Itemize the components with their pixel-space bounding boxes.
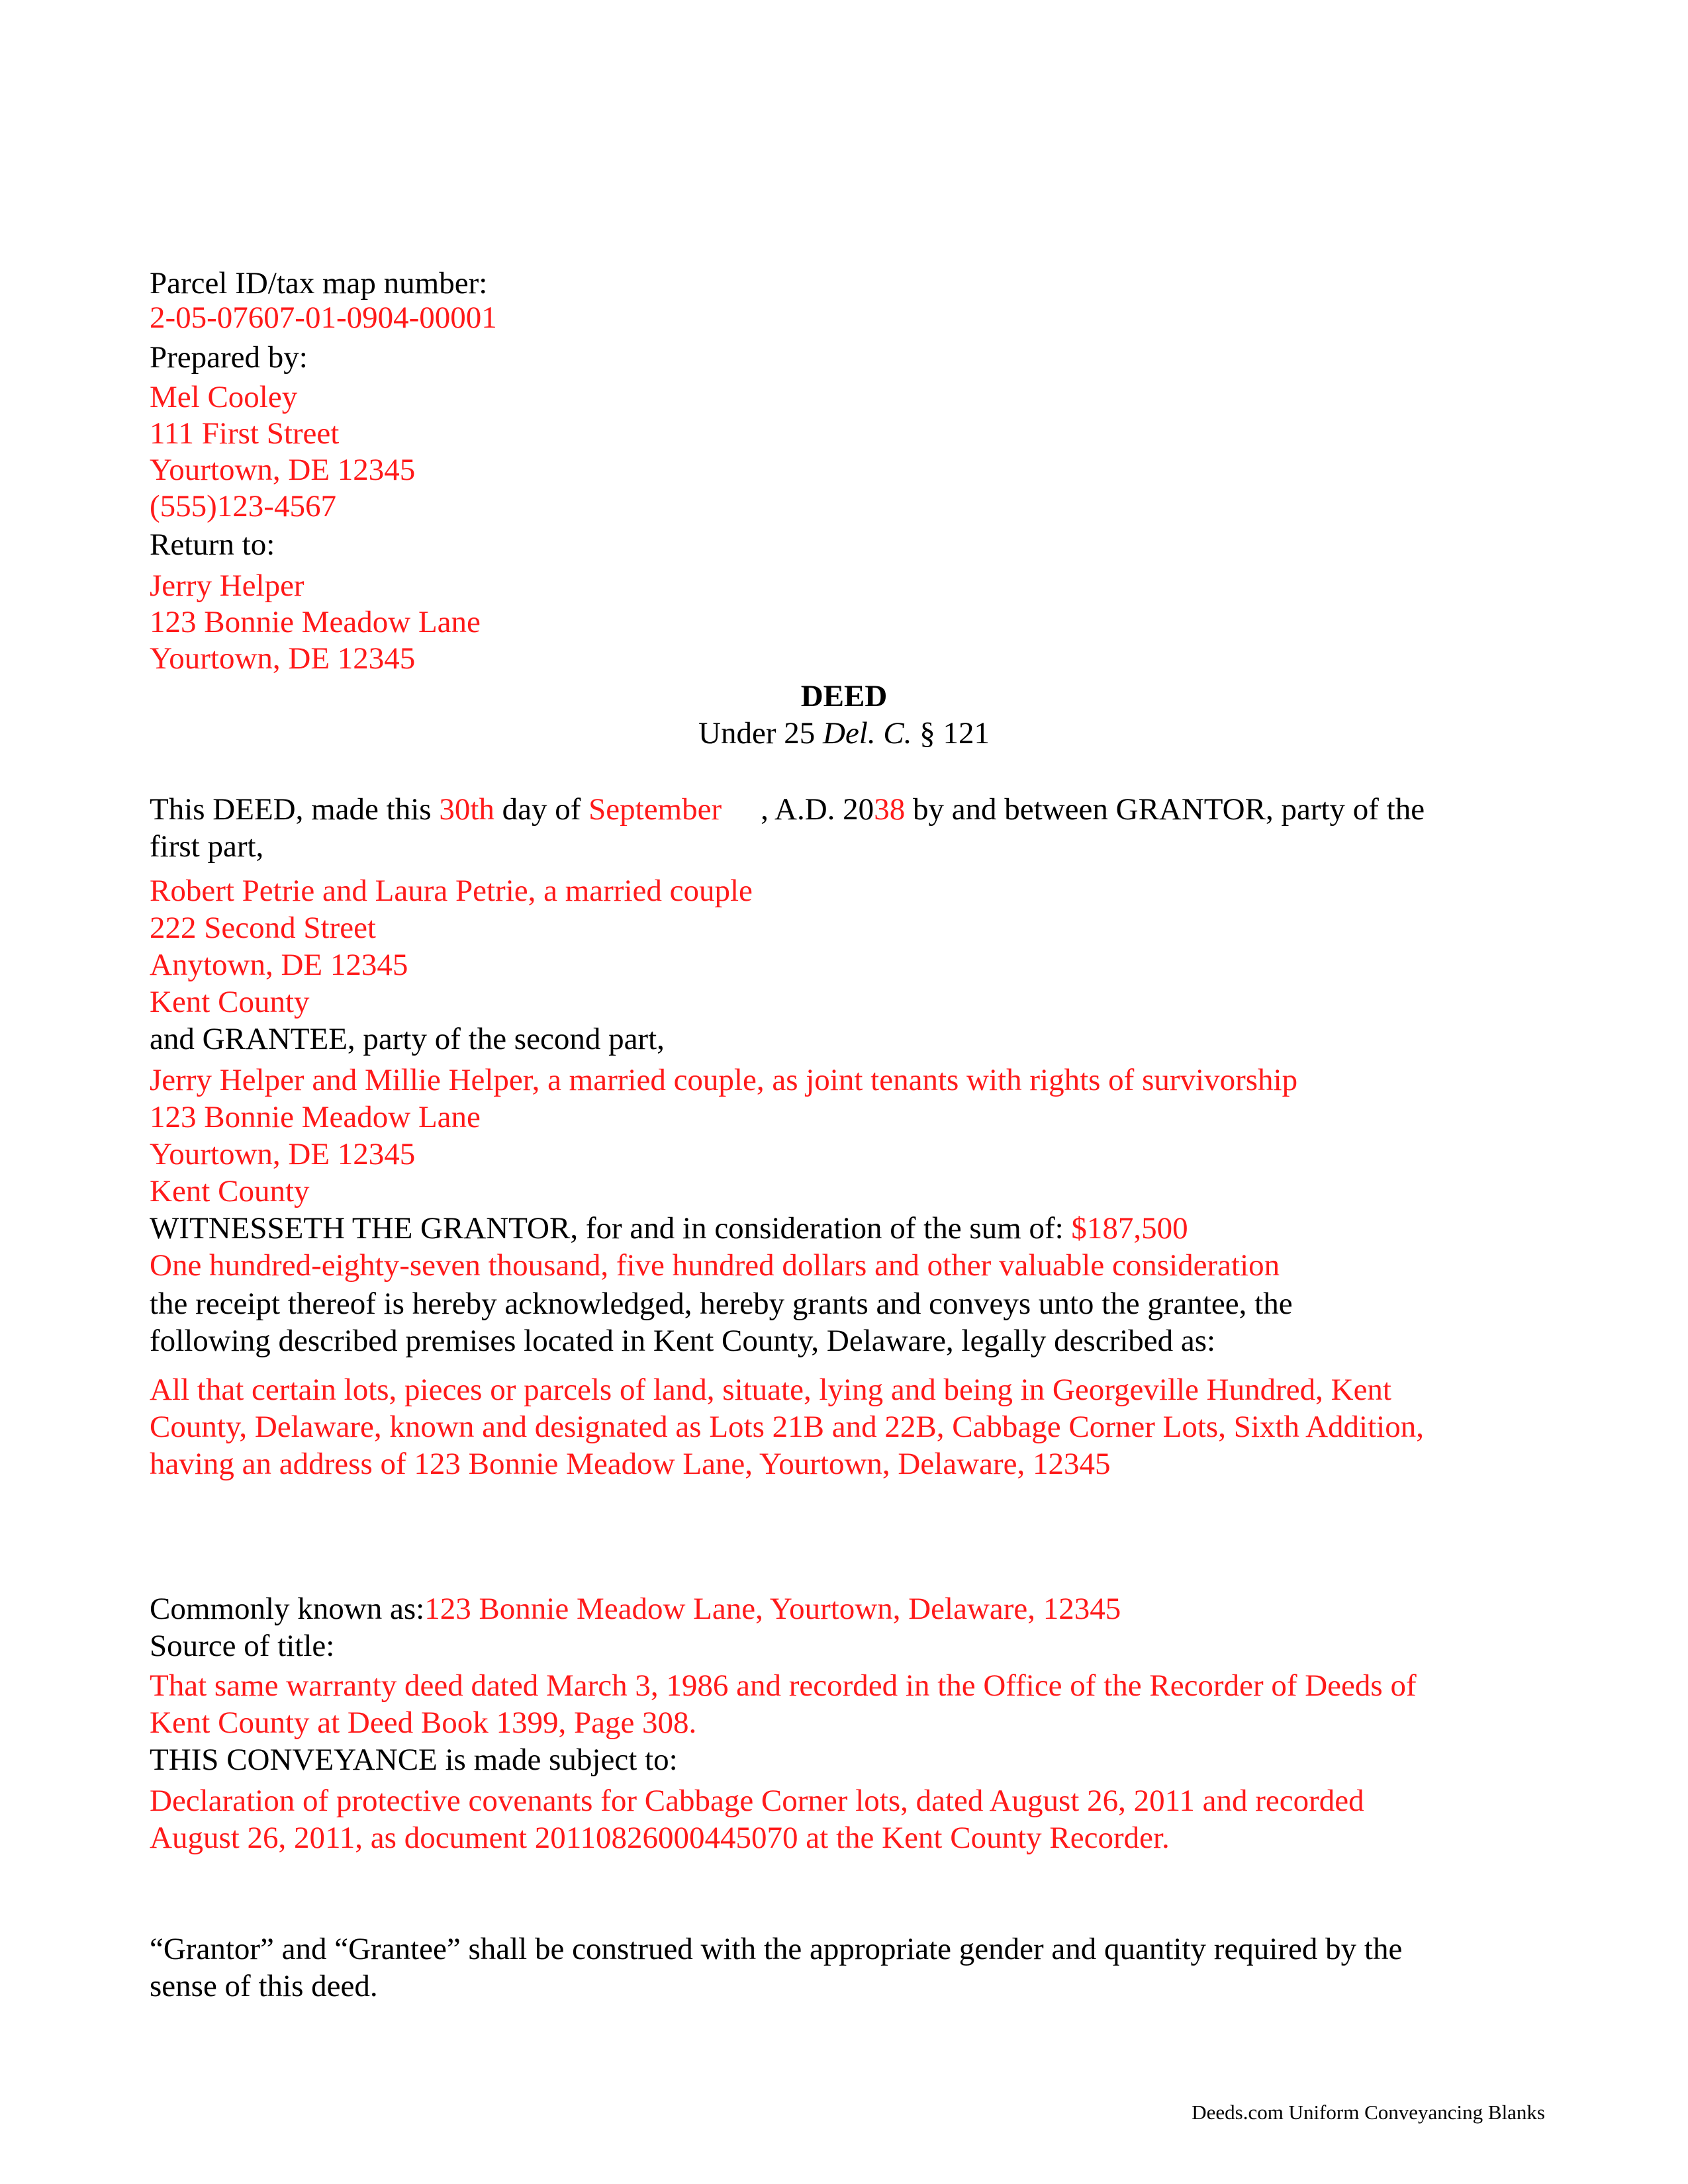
construed-line-2: sense of this deed.	[150, 1969, 378, 2003]
intro-line-2: first part,	[150, 829, 264, 864]
parcel-value: 2-05-07607-01-0904-00001	[150, 300, 497, 335]
receipt-line-2: following described premises located in Kent County, Delaware, legally described as:	[150, 1324, 1216, 1358]
source-line-1: That same warranty deed dated March 3, 1986 and recorded in the Office of the Recorder of Deeds of	[150, 1668, 1417, 1703]
statute-line: Under 25 Del. C. § 121	[698, 716, 990, 751]
intro-line: This DEED, made this 30th day of September , A.D. 2038 by and between GRANTOR, party of the	[150, 792, 1425, 827]
preparer-phone: (555)123-4567	[150, 489, 336, 523]
legal-description-line-2: County, Delaware, known and designated as Lots 21B and 22B, Cabbage Corner Lots, Sixth Addition,	[150, 1410, 1424, 1444]
grantor-county: Kent County	[150, 985, 310, 1019]
preparer-street: 111 First Street	[150, 416, 340, 451]
grantee-name: Jerry Helper and Millie Helper, a married couple, as joint tenants with rights of survivorship	[150, 1063, 1298, 1097]
deed-year: 38	[874, 792, 906, 827]
consideration-words: One hundred-eighty-seven thousand, five hundred dollars and other valuable consideration	[150, 1248, 1280, 1283]
grantor-city: Anytown, DE 12345	[150, 948, 408, 982]
commonly-known-address: 123 Bonnie Meadow Lane, Yourtown, Delaware, 12345	[424, 1592, 1121, 1626]
grantee-label: and GRANTEE, party of the second part,	[150, 1022, 665, 1056]
grantee-city: Yourtown, DE 12345	[150, 1137, 416, 1171]
return-name: Jerry Helper	[150, 569, 305, 603]
grantor-street: 222 Second Street	[150, 911, 376, 945]
construed-line-1: “Grantor” and “Grantee” shall be construed with the appropriate gender and quantity required by the	[150, 1932, 1403, 1966]
grantee-street: 123 Bonnie Meadow Lane	[150, 1100, 481, 1134]
receipt-line-1: the receipt thereof is hereby acknowledged, hereby grants and conveys unto the grantee, the	[150, 1287, 1293, 1321]
footer-brand: Deeds.com Uniform Conveyancing Blanks	[1192, 2101, 1545, 2124]
return-street: 123 Bonnie Meadow Lane	[150, 605, 481, 639]
subject-line-1: Declaration of protective covenants for Cabbage Corner lots, dated August 26, 2011 and recorded	[150, 1784, 1364, 1818]
deed-title: DEED	[800, 679, 888, 713]
return-label: Return to:	[150, 527, 275, 562]
deed-day: 30th	[439, 792, 494, 827]
legal-description-line-3: having an address of 123 Bonnie Meadow Lane, Yourtown, Delaware, 12345	[150, 1447, 1111, 1481]
source-line-2: Kent County at Deed Book 1399, Page 308.	[150, 1706, 697, 1740]
source-label: Source of title:	[150, 1629, 335, 1663]
consideration-line: WITNESSETH THE GRANTOR, for and in consideration of the sum of: $187,500	[150, 1211, 1188, 1246]
prepared-label: Prepared by:	[150, 340, 308, 375]
preparer-city: Yourtown, DE 12345	[150, 453, 416, 487]
parcel-label: Parcel ID/tax map number:	[150, 266, 488, 300]
subject-line-2: August 26, 2011, as document 20110826000445070 at the Kent County Recorder.	[150, 1821, 1170, 1855]
return-city: Yourtown, DE 12345	[150, 641, 416, 676]
grantee-county: Kent County	[150, 1174, 310, 1208]
grantor-name: Robert Petrie and Laura Petrie, a married couple	[150, 874, 753, 908]
statute-citation: Del. C.	[823, 716, 912, 751]
subject-label: THIS CONVEYANCE is made subject to:	[150, 1743, 678, 1777]
preparer-name: Mel Cooley	[150, 380, 298, 414]
deed-month: September	[588, 792, 722, 827]
consideration-amount: $187,500	[1071, 1211, 1188, 1246]
legal-description-line-1: All that certain lots, pieces or parcels of land, situate, lying and being in Georgeville Hundred, Kent	[150, 1373, 1391, 1407]
commonly-known-line: Commonly known as:123 Bonnie Meadow Lane, Yourtown, Delaware, 12345	[150, 1592, 1121, 1626]
